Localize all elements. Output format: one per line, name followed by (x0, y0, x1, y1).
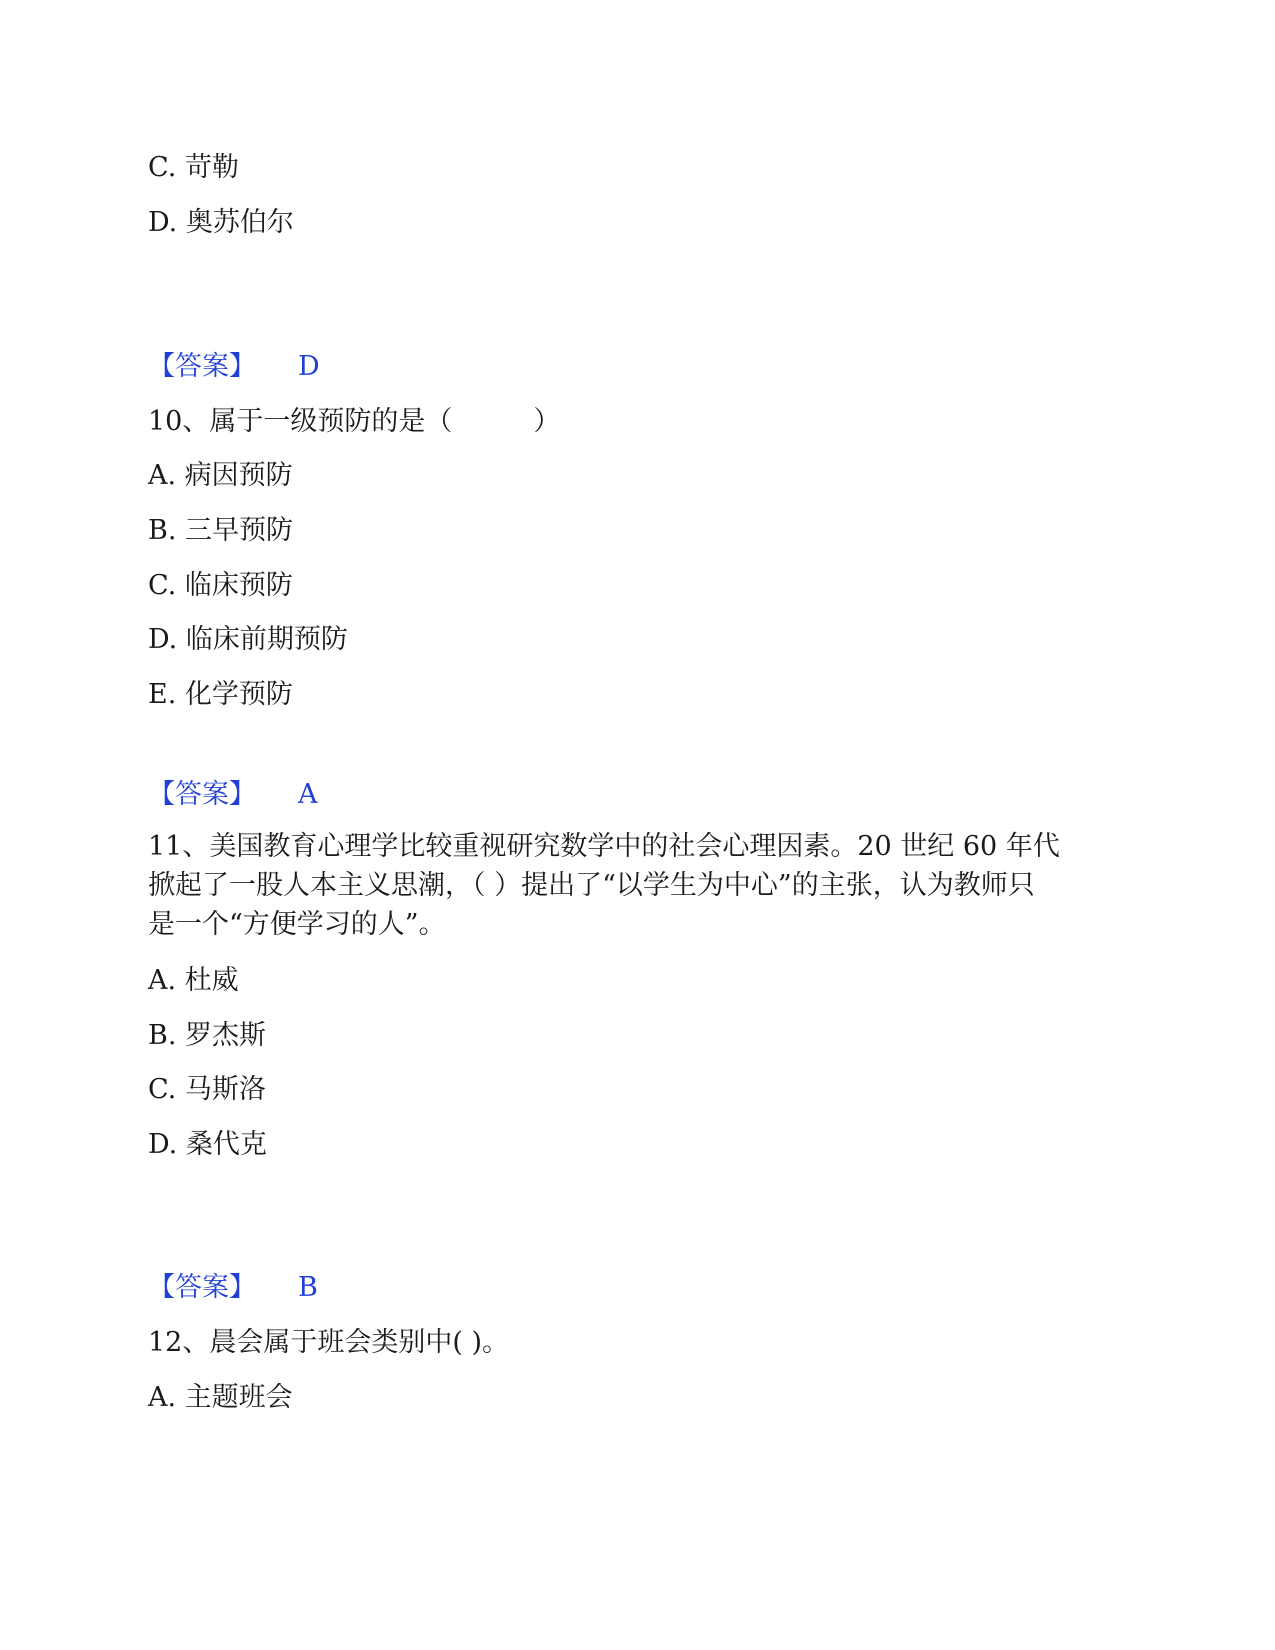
answer-value: A (298, 779, 318, 810)
option-q11-a: A. 杜威 (148, 965, 239, 996)
option-q10-e: E. 化学预防 (148, 679, 293, 710)
answer-q10 (148, 775, 548, 815)
option-q9-c: C. 苛勒 (148, 152, 239, 183)
option-q11-b: B. 罗杰斯 (148, 1020, 267, 1051)
answer-q11 (148, 1268, 548, 1308)
option-q10-b: B. 三早预防 (148, 515, 294, 546)
option-q10-d: D. 临床前期预防 (148, 624, 348, 655)
answer-value: B (298, 1272, 318, 1303)
answer-label: 【答案】 (148, 779, 256, 810)
answer-q9 (148, 347, 548, 387)
option-q9-d: D. 奥苏伯尔 (148, 207, 294, 238)
answer-label: 【答案】 (148, 1272, 256, 1303)
option-q10-c: C. 临床预防 (148, 570, 293, 601)
option-q11-c: C. 马斯洛 (148, 1074, 266, 1105)
question-q10: 10、属于一级预防的是（ ） (148, 406, 561, 437)
question-q11-line-2: 掀起了一股人本主义思潮，（ ）提出了“以学生为中心”的主张，认为教师只 (148, 870, 1035, 901)
answer-value: D (298, 351, 320, 382)
option-q12-a: A. 主题班会 (148, 1382, 293, 1413)
answer-label: 【答案】 (148, 351, 256, 382)
question-q11-line-3: 是一个“方便学习的人”。 (148, 909, 446, 940)
question-q11-line-1: 11、美国教育心理学比较重视研究数学中的社会心理因素。20 世纪 60 年代 (148, 831, 1060, 862)
option-q10-a: A. 病因预防 (148, 460, 293, 491)
question-q12: 12、晨会属于班会类别中( )。 (148, 1327, 510, 1358)
option-q11-d: D. 桑代克 (148, 1129, 267, 1160)
